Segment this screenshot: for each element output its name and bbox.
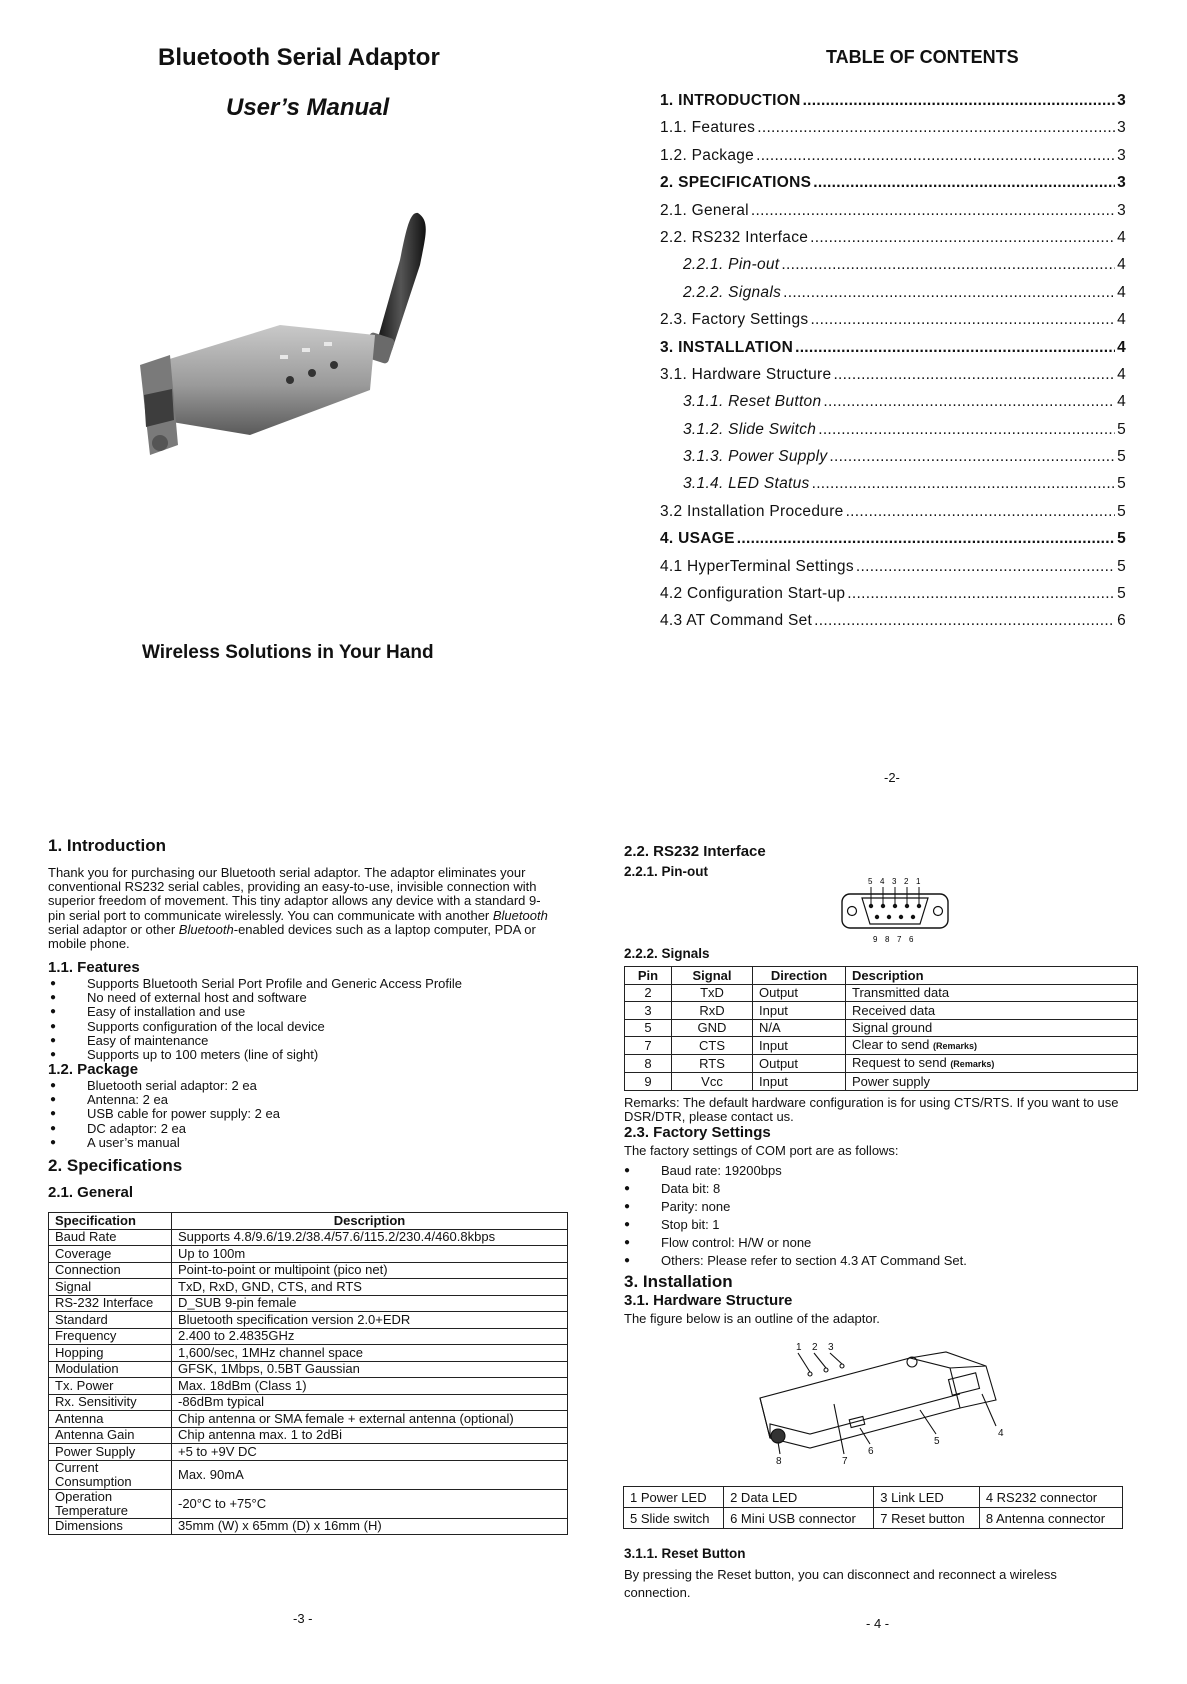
reset-button-heading: 3.1.1. Reset Button: [624, 1546, 746, 1561]
manual-title: Bluetooth Serial Adaptor: [158, 44, 440, 71]
table-row: [624, 1508, 1123, 1529]
table-row: [49, 1489, 568, 1518]
pin-label-7: 7: [897, 935, 902, 944]
spec-name-cell: Standard: [49, 1312, 172, 1329]
description-cell: [846, 1073, 1138, 1091]
toc-entry-page: 5: [1117, 530, 1126, 548]
toc-entry-page: 4: [1117, 311, 1126, 329]
toc-entry-page: 3: [1117, 174, 1126, 192]
callout-3: 3: [828, 1342, 834, 1353]
direction-cell: Input: [753, 1073, 846, 1091]
description-text: Power supply: [852, 1073, 931, 1089]
toc-leader: [757, 119, 1115, 137]
spec-name-cell: Rx. Sensitivity: [49, 1394, 172, 1411]
tagline: Wireless Solutions in Your Hand: [142, 642, 434, 663]
table-row: [625, 1055, 1138, 1073]
spec-value-cell: Point-to-point or multipoint (pico net): [172, 1262, 568, 1279]
toc-entry-page: 3: [1117, 146, 1126, 164]
legend-cell: 1 Power LED: [624, 1487, 724, 1508]
table-row: [49, 1295, 568, 1312]
toc-entry: [660, 92, 1126, 119]
remark-tag: (Remarks): [950, 1059, 995, 1069]
description-cell: [846, 1002, 1138, 1020]
description-cell: [846, 984, 1138, 1002]
description-cell: [846, 1019, 1138, 1037]
toc-entry: [660, 174, 1126, 201]
table-row: [49, 1361, 568, 1378]
specifications-heading: 2. Specifications: [48, 1156, 183, 1175]
toc-entry: [660, 311, 1126, 338]
spec-value-cell: -86dBm typical: [172, 1394, 568, 1411]
toc-entry-label: 4.3 AT Command Set: [660, 612, 813, 630]
toc-entry: [660, 366, 1126, 393]
toc-entry: [660, 421, 1126, 448]
pin-cell: 3: [625, 1002, 672, 1020]
table-row: [49, 1312, 568, 1329]
spec-value-cell: 35mm (W) x 65mm (D) x 16mm (H): [172, 1518, 568, 1535]
factory-intro: The factory settings of COM port are as follows:: [624, 1143, 899, 1158]
signal-col-header: Signal: [672, 967, 753, 985]
package-list: [50, 1079, 550, 1150]
toc-entry: [660, 256, 1126, 283]
direction-cell: N/A: [753, 1019, 846, 1037]
direction-cell: Output: [753, 984, 846, 1002]
pin-col-header: Pin: [625, 967, 672, 985]
direction-cell: Input: [753, 1002, 846, 1020]
toc-entry: [660, 530, 1126, 557]
description-text: Transmitted data: [852, 985, 950, 1001]
toc-entry-label: 1.1. Features: [660, 119, 756, 137]
signal-cell: RxD: [672, 1002, 753, 1020]
list-item: ● USB cable for power supply: 2 ea: [50, 1107, 550, 1121]
toc-entry: [660, 612, 1126, 639]
spec-col-header: Specification: [49, 1213, 172, 1230]
table-row: [49, 1427, 568, 1444]
legend-cell: 4 RS232 connector: [979, 1487, 1122, 1508]
page-number-2: -2-: [884, 770, 900, 785]
list-item: ● Supports configuration of the local device: [50, 1020, 550, 1034]
pin-label-8: 8: [885, 935, 890, 944]
legend-cell: 5 Slide switch: [624, 1508, 724, 1529]
toc-entry: [660, 202, 1126, 229]
list-item: ● A user’s manual: [50, 1136, 550, 1150]
list-item: ● Flow control: H/W or none: [624, 1234, 1144, 1252]
spec-value-cell: Up to 100m: [172, 1246, 568, 1263]
pin-cell: 2: [625, 984, 672, 1002]
toc-entry-page: 4: [1117, 393, 1126, 411]
toc-leader: [829, 448, 1115, 466]
toc-entry-page: 5: [1117, 448, 1126, 466]
toc-entry-page: 3: [1117, 92, 1126, 109]
pin-cell: 7: [625, 1037, 672, 1055]
introduction-paragraph: Thank you for purchasing our Bluetooth serial adaptor. The adaptor eliminates your conventional RS232 serial cables, providing an easy-to-use, invisible connection with superior freedom of movement. This tiny adaptor allows any device with a standard 9-pin serial port to communicate wirelessly. You can communicate with another Bluetooth serial adaptor or other Bluetooth-enabled devices such as a laptop computer, PDA or mobile phone.: [48, 865, 548, 952]
toc-entry: [660, 585, 1126, 612]
toc-entry-page: 5: [1117, 502, 1126, 520]
toc-entry-label: 3.1. Hardware Structure: [660, 365, 832, 383]
toc-heading: TABLE OF CONTENTS: [826, 47, 1019, 67]
pinout-heading: 2.2.1. Pin-out: [624, 864, 709, 879]
manual-subtitle: User’s Manual: [226, 94, 390, 121]
toc-entry-label: 2.3. Factory Settings: [660, 311, 809, 329]
signal-cell: GND: [672, 1019, 753, 1037]
toc-leader: [818, 421, 1115, 439]
toc-entry: [660, 119, 1126, 146]
description-col-header: Description: [172, 1213, 568, 1230]
table-row: [49, 1378, 568, 1395]
toc-entry: [660, 339, 1126, 366]
toc-entry: [660, 558, 1126, 585]
toc-entry-page: 6: [1117, 612, 1126, 630]
toc-leader: [783, 284, 1115, 302]
table-row: [49, 1518, 568, 1535]
description-text: Clear to send: [852, 1037, 930, 1052]
db9-pinout-diagram: [840, 874, 952, 946]
description-text: Request to send: [852, 1055, 947, 1070]
toc-entry-page: 3: [1117, 119, 1126, 137]
spec-name-cell: Connection: [49, 1262, 172, 1279]
toc-leader: [846, 503, 1116, 521]
pin-label-5: 5: [868, 877, 873, 886]
list-item: ● Easy of maintenance: [50, 1034, 550, 1048]
toc-entry-page: 5: [1117, 557, 1126, 575]
spec-value-cell: 2.400 to 2.4835GHz: [172, 1328, 568, 1345]
toc-entry: [660, 393, 1126, 420]
list-item: ● DC adaptor: 2 ea: [50, 1122, 550, 1136]
spec-value-cell: GFSK, 1Mbps, 0.5BT Gaussian: [172, 1361, 568, 1378]
description-text: Received data: [852, 1002, 936, 1018]
toc-entry-label: 2.2. RS232 Interface: [660, 228, 809, 246]
page-number-4: - 4 -: [866, 1616, 890, 1631]
callout-4: 4: [998, 1428, 1004, 1439]
toc-entry-page: 4: [1117, 338, 1126, 356]
list-item: ● Antenna: 2 ea: [50, 1093, 550, 1107]
spec-value-cell: Chip antenna max. 1 to 2dBi: [172, 1427, 568, 1444]
list-item: ● No need of external host and software: [50, 991, 550, 1005]
toc-leader: [814, 612, 1115, 630]
toc-leader: [751, 202, 1115, 220]
spec-name-cell: Power Supply: [49, 1444, 172, 1461]
toc-entry-page: 4: [1117, 228, 1126, 246]
toc-leader: [795, 339, 1115, 357]
toc-entry-label: 4. USAGE: [660, 530, 735, 548]
specification-table: [48, 1212, 568, 1535]
hardware-legend-table: [623, 1486, 1123, 1529]
remarks-text: Remarks: The default hardware configuration is for using CTS/RTS. If you want to use DSR/DTR, please contact us.: [624, 1095, 1119, 1125]
direction-cell: Output: [753, 1055, 846, 1073]
spec-value-cell: TxD, RxD, GND, CTS, and RTS: [172, 1279, 568, 1296]
callout-2: 2: [812, 1342, 818, 1353]
list-item: ● Supports up to 100 meters (line of sight): [50, 1048, 550, 1062]
hardware-structure-intro: The figure below is an outline of the adaptor.: [624, 1311, 880, 1326]
spec-name-cell: Hopping: [49, 1345, 172, 1362]
spec-value-cell: Max. 90mA: [172, 1460, 568, 1489]
table-row: [49, 1444, 568, 1461]
table-row: [49, 1262, 568, 1279]
callout-5: 5: [934, 1436, 940, 1447]
adaptor-photo: [130, 205, 430, 485]
list-item: ● Baud rate: 19200bps: [624, 1162, 1144, 1180]
table-row: [49, 1394, 568, 1411]
general-heading: 2.1. General: [48, 1184, 134, 1201]
signal-cell: CTS: [672, 1037, 753, 1055]
rs232-heading: 2.2. RS232 Interface: [624, 843, 766, 860]
legend-cell: 7 Reset button: [874, 1508, 980, 1529]
introduction-heading: 1. Introduction: [48, 836, 167, 855]
list-item: ● Parity: none: [624, 1198, 1144, 1216]
list-item: ● Others: Please refer to section 4.3 AT Command Set.: [624, 1252, 1144, 1270]
list-item: ● Stop bit: 1: [624, 1216, 1144, 1234]
signal-table: [624, 966, 1138, 1091]
spec-name-cell: Current Consumption: [49, 1460, 172, 1489]
toc-entry-label: 2.2.2. Signals: [683, 283, 782, 301]
legend-cell: 8 Antenna connector: [979, 1508, 1122, 1529]
toc-leader: [856, 558, 1115, 576]
legend-cell: 6 Mini USB connector: [724, 1508, 874, 1529]
spec-value-cell: D_SUB 9-pin female: [172, 1295, 568, 1312]
adaptor-outline-diagram: [750, 1338, 1020, 1478]
toc-leader: [833, 366, 1115, 384]
table-row: [49, 1460, 568, 1489]
toc-entry: [660, 503, 1126, 530]
toc-entry-label: 1. INTRODUCTION: [660, 92, 801, 109]
toc-entry: [660, 448, 1126, 475]
spec-value-cell: Chip antenna or SMA female + external antenna (optional): [172, 1411, 568, 1428]
toc-leader: [810, 229, 1115, 247]
toc-entry-label: 4.2 Configuration Start-up: [660, 585, 846, 603]
toc-entry-page: 5: [1117, 585, 1126, 603]
toc-leader: [737, 530, 1115, 548]
toc-entry-label: 2.1. General: [660, 201, 749, 219]
description-cell: [846, 1055, 1138, 1073]
callout-1: 1: [796, 1342, 802, 1353]
installation-heading: 3. Installation: [624, 1272, 733, 1291]
toc-entry-label: 3.2 Installation Procedure: [660, 502, 844, 520]
table-row: [625, 984, 1138, 1002]
reset-button-text: By pressing the Reset button, you can disconnect and reconnect a wireless connection.: [624, 1567, 1057, 1600]
toc-entry-page: 5: [1117, 420, 1126, 438]
list-item: ● Data bit: 8: [624, 1180, 1144, 1198]
spec-name-cell: Coverage: [49, 1246, 172, 1263]
remark-tag: (Remarks): [932, 1041, 977, 1051]
toc-leader: [813, 174, 1115, 192]
table-row: [624, 1487, 1123, 1508]
toc-entry-label: 2.2.1. Pin-out: [683, 256, 780, 274]
signals-heading: 2.2.2. Signals: [624, 946, 710, 961]
toc-leader: [847, 585, 1115, 603]
pin-cell: 8: [625, 1055, 672, 1073]
toc-entry: [660, 475, 1126, 502]
spec-name-cell: Dimensions: [49, 1518, 172, 1535]
spec-name-cell: Operation Temperature: [49, 1489, 172, 1518]
table-of-contents: [660, 92, 1126, 640]
toc-leader: [756, 147, 1115, 165]
spec-value-cell: 1,600/sec, 1MHz channel space: [172, 1345, 568, 1362]
spec-name-cell: RS-232 Interface: [49, 1295, 172, 1312]
spec-value-cell: -20°C to +75°C: [172, 1489, 568, 1518]
list-item: ● Bluetooth serial adaptor: 2 ea: [50, 1079, 550, 1093]
toc-entry-page: 4: [1117, 365, 1126, 383]
toc-entry-label: 3. INSTALLATION: [660, 338, 794, 356]
callout-8: 8: [776, 1456, 782, 1467]
pin-label-2: 2: [904, 877, 909, 886]
legend-cell: 3 Link LED: [874, 1487, 980, 1508]
callout-6: 6: [868, 1446, 874, 1457]
pin-label-3: 3: [892, 877, 897, 886]
direction-col-header: Direction: [753, 967, 846, 985]
legend-cell: 2 Data LED: [724, 1487, 874, 1508]
pin-label-4: 4: [880, 877, 885, 886]
toc-entry: [660, 229, 1126, 256]
table-row: [49, 1246, 568, 1263]
pin-label-9: 9: [873, 935, 878, 944]
callout-7: 7: [842, 1456, 848, 1467]
spec-value-cell: +5 to +9V DC: [172, 1444, 568, 1461]
spec-value-cell: Supports 4.8/9.6/19.2/38.4/57.6/115.2/230.4/460.8kbps: [172, 1229, 568, 1246]
spec-name-cell: Signal: [49, 1279, 172, 1296]
toc-entry-label: 3.1.4. LED Status: [683, 475, 810, 493]
features-heading: 1.1. Features: [48, 959, 140, 976]
toc-entry-label: 3.1.3. Power Supply: [683, 448, 828, 466]
features-list: [50, 977, 550, 1062]
toc-entry-label: 3.1.2. Slide Switch: [683, 420, 817, 438]
description-text: Signal ground: [852, 1020, 933, 1036]
signal-cell: RTS: [672, 1055, 753, 1073]
pin-cell: 5: [625, 1019, 672, 1037]
toc-entry-label: 1.2. Package: [660, 146, 755, 164]
signal-cell: TxD: [672, 984, 753, 1002]
toc-leader: [803, 92, 1116, 110]
toc-entry: [660, 284, 1126, 311]
toc-entry-page: 4: [1117, 256, 1126, 274]
spec-name-cell: Tx. Power: [49, 1378, 172, 1395]
table-row: [49, 1345, 568, 1362]
table-row: [625, 1019, 1138, 1037]
description-cell: [846, 1037, 1138, 1055]
table-row: [625, 1073, 1138, 1091]
toc-leader: [823, 393, 1115, 411]
spec-name-cell: Frequency: [49, 1328, 172, 1345]
signal-cell: Vcc: [672, 1073, 753, 1091]
spec-name-cell: Antenna Gain: [49, 1427, 172, 1444]
toc-leader: [810, 311, 1115, 329]
hardware-structure-heading: 3.1. Hardware Structure: [624, 1292, 793, 1309]
page-number-3: -3 -: [293, 1611, 313, 1626]
package-heading: 1.2. Package: [48, 1061, 139, 1078]
pin-cell: 9: [625, 1073, 672, 1091]
table-row: [49, 1411, 568, 1428]
list-item: ● Supports Bluetooth Serial Port Profile and Generic Access Profile: [50, 977, 550, 991]
spec-name-cell: Baud Rate: [49, 1229, 172, 1246]
toc-leader: [812, 475, 1115, 493]
table-row: [49, 1328, 568, 1345]
factory-settings-list: [624, 1162, 1144, 1270]
spec-name-cell: Modulation: [49, 1361, 172, 1378]
spec-value-cell: Max. 18dBm (Class 1): [172, 1378, 568, 1395]
table-row: [625, 1002, 1138, 1020]
list-item: ● Easy of installation and use: [50, 1005, 550, 1019]
table-row: [625, 1037, 1138, 1055]
toc-entry-page: 5: [1117, 475, 1126, 493]
table-row: [49, 1229, 568, 1246]
spec-name-cell: Antenna: [49, 1411, 172, 1428]
toc-leader: [781, 256, 1115, 274]
toc-entry-page: 3: [1117, 201, 1126, 219]
toc-entry-label: 3.1.1. Reset Button: [683, 393, 822, 411]
desc-col-header: Description: [846, 967, 1138, 985]
spec-value-cell: Bluetooth specification version 2.0+EDR: [172, 1312, 568, 1329]
direction-cell: Input: [753, 1037, 846, 1055]
toc-entry-page: 4: [1117, 283, 1126, 301]
factory-settings-heading: 2.3. Factory Settings: [624, 1124, 771, 1141]
toc-entry-label: 4.1 HyperTerminal Settings: [660, 557, 854, 575]
pin-label-1: 1: [916, 877, 921, 886]
table-row: [49, 1279, 568, 1296]
toc-entry-label: 2. SPECIFICATIONS: [660, 174, 812, 192]
pin-label-6: 6: [909, 935, 914, 944]
toc-entry: [660, 147, 1126, 174]
